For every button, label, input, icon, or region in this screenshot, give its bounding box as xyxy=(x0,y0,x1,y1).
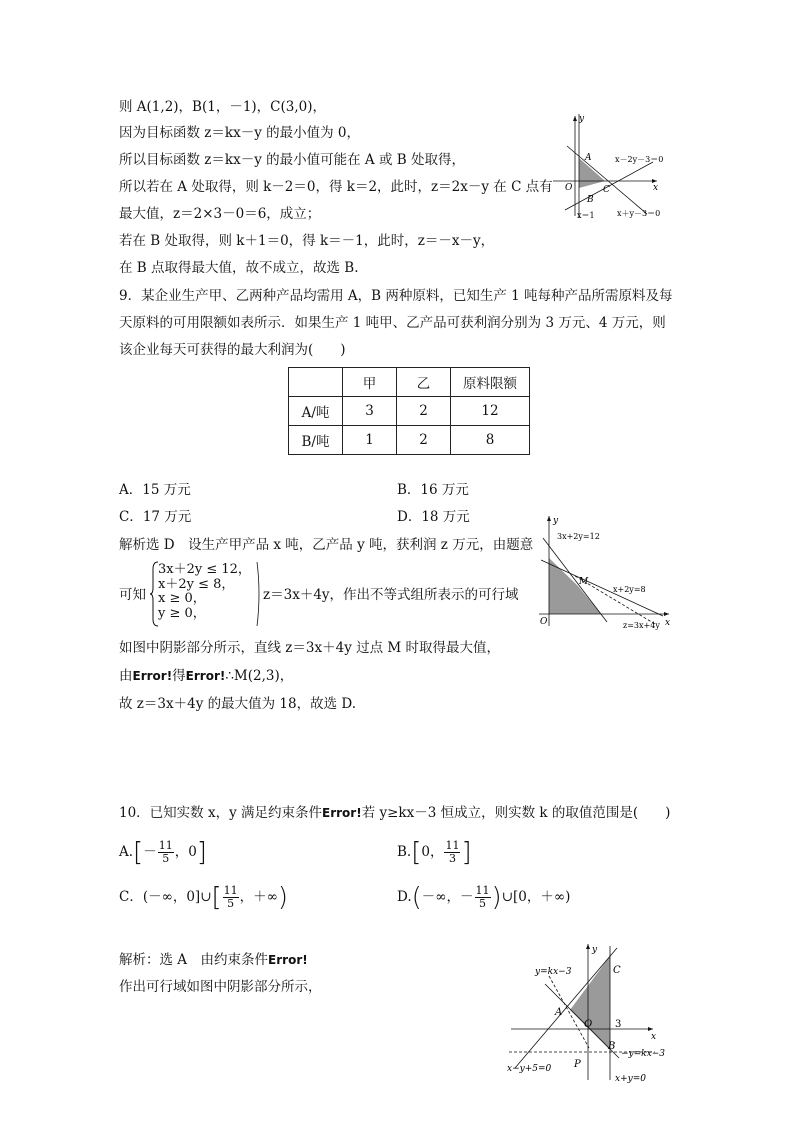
feasible-region xyxy=(549,558,601,614)
axis-y-label: y xyxy=(592,945,598,955)
line-label: x+y=0 xyxy=(615,1074,646,1084)
solution-9-prefix: 可知 xyxy=(119,587,146,603)
text: ∪[0，＋∞) xyxy=(501,889,571,905)
line-label: x＋y－3＝0 xyxy=(617,209,661,218)
text: 得 xyxy=(172,668,186,684)
solution-9-suffix: z＝3x＋4y，作出不等式组所表示的可行域 xyxy=(263,587,519,603)
axis-y-label: y xyxy=(553,516,559,526)
table-header-cell: 原料限额 xyxy=(451,368,530,397)
table-row xyxy=(289,426,530,455)
point-p-label: P xyxy=(574,1059,581,1070)
solution-9-line xyxy=(119,667,293,685)
text: － xyxy=(143,844,157,860)
figure-q9 xyxy=(535,512,675,630)
point-c-label: C xyxy=(603,185,610,195)
solution-9-line: 故 z＝3x＋4y 的最大值为 18，故选 D. xyxy=(119,696,357,712)
denominator: 5 xyxy=(162,852,170,865)
denominator: 5 xyxy=(479,897,487,910)
solution-9-line: 解析选 D 设生产甲产品 x 吨，乙产品 y 吨，获利润 z 万元，由题意 xyxy=(119,537,534,553)
text: －∞，－ xyxy=(421,889,474,905)
line-label: x＝1 xyxy=(577,211,595,220)
text: 10．已知实数 x，y 满足约束条件 xyxy=(119,805,323,821)
table-header-cell: 乙 xyxy=(397,368,451,397)
option-label: A. xyxy=(119,844,134,860)
option-label: B. xyxy=(397,844,412,860)
point-a-label: A xyxy=(585,153,592,163)
numerator: 11 xyxy=(223,884,238,897)
question-9-stem: 该企业每天可获得的最大利润为( ) xyxy=(119,342,346,358)
table-cell: A/吨 xyxy=(289,397,343,426)
option-b[interactable]: B.[0， $\frac{11}{3}$ ] xyxy=(397,837,472,868)
text: 若 y≥kx－3 恒成立，则实数 k 的取值范围是( ) xyxy=(361,805,671,821)
inequality: 3x＋2y ≤ 12， xyxy=(158,562,251,577)
feasible-region xyxy=(570,956,610,1050)
solution-10-line xyxy=(119,951,308,969)
option-label: C．(－∞，0]∪ xyxy=(119,889,212,905)
question-10-stem xyxy=(119,804,670,822)
line-label: −y=kx−3 xyxy=(621,1049,665,1059)
solution-9-line: 如图中阴影部分所示，直线 z＝3x＋4y 过点 M 时取得最大值， xyxy=(119,640,501,656)
figure-q10 xyxy=(505,940,675,1085)
option-a[interactable]: A.[－ $\frac{11}{5}$ ，0] xyxy=(119,837,207,868)
solution-8-line: 最大值，z＝2×3－0＝6，成立； xyxy=(119,206,321,222)
axis-y-label: y xyxy=(579,114,585,124)
denominator: 3 xyxy=(448,852,456,865)
point-b-label: B xyxy=(587,195,594,205)
inequality: y ≥ 0， xyxy=(158,605,206,621)
option-b[interactable]: B．16 万元 xyxy=(397,482,469,498)
numerator: 11 xyxy=(445,839,460,852)
inequality: x＋2y ≤ 8， xyxy=(158,576,235,592)
right-paren xyxy=(256,561,262,627)
axis-x-label: x xyxy=(665,618,671,628)
point-m-label: M xyxy=(579,577,589,587)
table-header-cell xyxy=(289,368,343,397)
feasible-region xyxy=(579,158,605,188)
tick-label: 3 xyxy=(615,1019,622,1030)
axis-x-label: x xyxy=(653,183,659,193)
table-cell: 2 xyxy=(397,397,451,426)
solution-8-line: 因为目标函数 z＝kx－y 的最小值为 0， xyxy=(119,125,360,141)
denominator: 5 xyxy=(227,897,235,910)
materials-table xyxy=(288,367,530,455)
option-a[interactable]: A．15 万元 xyxy=(119,482,191,498)
point-c-label: C xyxy=(613,965,621,976)
option-c[interactable]: C．17 万元 xyxy=(119,509,192,525)
inequality-system xyxy=(158,563,251,621)
error-placeholder: Error! xyxy=(185,669,226,683)
text: 解析：选 A 由约束条件 xyxy=(119,952,269,968)
table-cell: B/吨 xyxy=(289,426,343,455)
table-cell: 3 xyxy=(343,397,397,426)
numerator: 11 xyxy=(158,839,173,852)
solution-10-line: 作出可行域如图中阴影部分所示， xyxy=(119,979,322,995)
text: ，0 xyxy=(174,844,197,860)
fraction xyxy=(475,885,491,910)
text: ，＋∞ xyxy=(239,889,278,905)
line-label: x+2y=8 xyxy=(613,585,646,594)
text: ∴M(2,3)， xyxy=(225,668,294,684)
solution-8-line: 所以若在 A 处取得，则 k－2＝0，得 k＝2，此时，z＝2x－y 在 C 点有 xyxy=(119,179,553,195)
option-d[interactable]: D．18 万元 xyxy=(397,509,470,525)
table-header-row xyxy=(289,368,530,397)
point-b-label: B xyxy=(608,1041,616,1052)
line-label: y=kx−3 xyxy=(535,967,572,977)
question-9-stem: 9．某企业生产甲、乙两种产品均需用 A，B 两种原料，已知生产 1 吨每种产品所需原料及每 xyxy=(119,288,673,304)
solution-8-line: 在 B 点取得最大值，故不成立，故选 B. xyxy=(119,260,359,276)
table-cell: 8 xyxy=(451,426,530,455)
line-label: 3x+2y=12 xyxy=(557,532,600,541)
text: 0， xyxy=(421,844,444,860)
table-row xyxy=(289,397,530,426)
solution-8-line: 若在 B 处取得，则 k＋1＝0，得 k＝－1，此时，z＝－x－y， xyxy=(119,233,495,249)
option-d[interactable]: D.(－∞，－ $\frac{11}{5}$ )∪[0，＋∞) xyxy=(397,882,571,913)
line-label: z=3x+4y xyxy=(623,621,660,630)
table-header-cell: 甲 xyxy=(343,368,397,397)
numerator: 11 xyxy=(475,884,490,897)
line-label: x－2y－3＝0 xyxy=(615,155,664,164)
inequality: x ≥ 0， xyxy=(158,591,206,606)
question-9-stem: 天原料的可用限额如表所示．如果生产 1 吨甲、乙产品可获利润分别为 3 万元、4 万元，则 xyxy=(119,315,666,331)
error-placeholder: Error! xyxy=(268,953,308,967)
solution-8-line: 所以目标函数 z＝kx－y 的最小值可能在 A 或 B 处取得， xyxy=(119,152,465,168)
figure-q8 xyxy=(545,110,665,222)
table-cell: 2 xyxy=(397,426,451,455)
axis-x-label: x xyxy=(651,1032,657,1042)
option-label: D. xyxy=(397,889,412,905)
solution-8-line: 则 A(1,2)，B(1，－1)，C(3,0)， xyxy=(119,99,327,115)
fraction xyxy=(444,840,460,865)
origin-label: O xyxy=(584,1019,593,1030)
error-placeholder: Error! xyxy=(132,669,173,683)
error-placeholder: Error! xyxy=(322,806,362,820)
table-cell: 12 xyxy=(451,397,530,426)
option-c[interactable]: C．(－∞，0]∪[ $\frac{11}{5}$ ，＋∞) xyxy=(119,882,289,913)
origin-label: O xyxy=(540,617,548,627)
table-cell: 1 xyxy=(343,426,397,455)
point-a-label: A xyxy=(555,1007,563,1018)
text: 由 xyxy=(119,668,133,684)
origin-label: O xyxy=(565,183,573,193)
fraction xyxy=(158,840,174,865)
fraction xyxy=(223,885,239,910)
line-label: x−y+5=0 xyxy=(507,1064,552,1074)
